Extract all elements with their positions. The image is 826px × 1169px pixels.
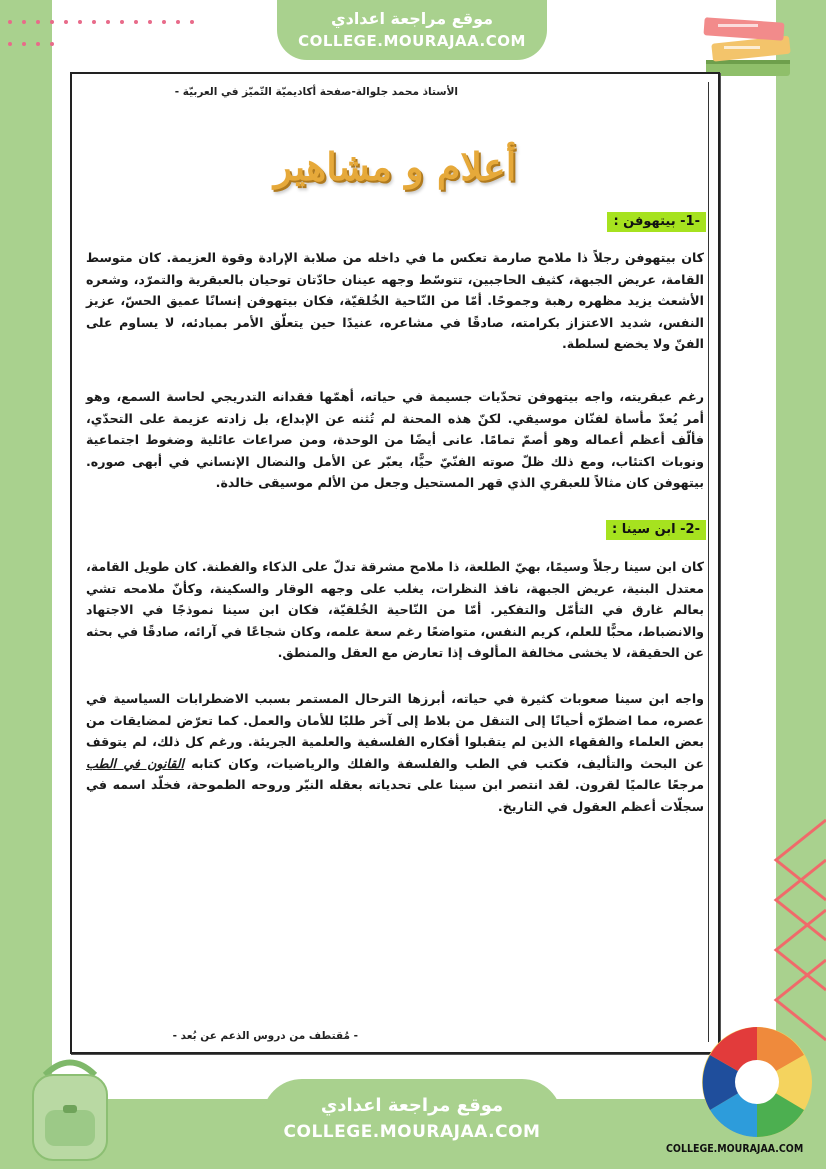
footer-site-tab[interactable] bbox=[262, 1079, 562, 1169]
header-site-url[interactable]: COLLEGE.MOURAJAA.COM bbox=[298, 32, 526, 50]
source-line: - مُقتطف من دروس الذعم عن بُعد - bbox=[172, 1030, 358, 1042]
backpack-icon bbox=[15, 1050, 125, 1165]
page-title: أعلام و مشاهير bbox=[273, 144, 517, 189]
footer-site-name: موقع مراجعة اعدادي bbox=[320, 1095, 504, 1116]
book-title: القانون في الطب bbox=[86, 755, 184, 771]
dots-decoration bbox=[0, 0, 200, 60]
paragraph-beethoven-2: رغم عبقريته، واجه بيتهوفن تحدّيات جسيمة في حياته، أهمّها فقدانه التدريجي لحاسة السمع، وهو أمر يُعدّ مأساة لفنّان موسيقي. لكنّ هذه المحنة لم تُثنه عن الإبداع، بل زادته عزيمة على التحدّي، فألّف أعظم أعماله وهو أصمّ تمامًا. عانى أيضًا من الوحدة، ومن صراعات عائلية وضغوط اجتماعية ونوبات اكتئاب، ومع ذلك ظلّ صوته الفنّيّ حيًّا، يعبّر عن الأمل والنضال الإنساني في أبهى صوره. بيتهوفن كان مثالاً للعبقري الذي قهر المستحيل وجعل من الألم موسيقى خالدة. bbox=[86, 389, 704, 490]
header-site-tab[interactable] bbox=[277, 0, 547, 60]
corner-site-url[interactable]: COLLEGE.MOURAJAA.COM bbox=[666, 1143, 804, 1155]
footer-site-url[interactable]: COLLEGE.MOURAJAA.COM bbox=[283, 1122, 541, 1142]
header-site-name: موقع مراجعة اعدادي bbox=[330, 9, 494, 28]
section-heading-beethoven: -1- بيتهوفن : bbox=[607, 212, 706, 232]
paragraph-ibn-sina-1: كان ابن سينا رجلاً وسيمًا، بهيّ الطلعة، ذا ملامح مشرقة تدلّ على الذكاء والفطنة. كان طويل القامة، معتدل البنية، عريض الجبهة، نافذ النظرات، يغلب على وجهه الوقار والسكينة، وكأنّ ملامحه تشي بعالم غارق في التأمّل والتفكير. أمّا من النّاحية الخُلقيّة، فكان ابن سينا نموذجًا في الاجتهاد والانضباط، محبًّا للعلم، كريم النفس، متواضعًا رغم سعة علمه، وكان شجاعًا في آرائه، صادقًا في بحثه عن الحقيقة، لا يخشى مخالفة المألوف إذا تعارض مع العقل والمنطق. bbox=[86, 559, 704, 660]
education-wheel-icon bbox=[700, 1025, 815, 1140]
document-page bbox=[70, 72, 720, 1054]
author-line: الأستاذ محمد جلوالة-صفحة أكاديميّة التّميّز في العربيّة - bbox=[174, 86, 458, 98]
paragraph-beethoven-1: كان بيتهوفن رجلاً ذا ملامح صارمة تعكس ما في داخله من صلابة الإرادة وقوة العزيمة. كان متوسط القامة، عريض الجبهة، كثيف الحاجبين، تتوسّط وجهه عينان حادّتان توحيان بالعبقرية والتمرّد، وشعره الأشعث يزيد مظهره رهبة وجموحًا. أمّا من النّاحية الخُلقيّة، فكان بيتهوفن إنسانًا عميق الحسّ، عزيز النفس، شديد الاعتزاز بكرامته، صادقًا في مشاعره، عنيدًا حين يتعلّق الأمر بمبادئه، لا يساوم على الفنّ ولا يخضع لسلطة. bbox=[86, 250, 704, 351]
paragraph-ibn-sina-2 bbox=[86, 688, 704, 817]
paragraph-ibn-sina-2-end: مرجعًا عالميًا لقرون. لقد انتصر ابن سينا على تحدياته بعقله النيّر وروحه الطموحة، فخلّد اسمه في سجلّات أعظم العقول في التاريخ. bbox=[86, 777, 704, 814]
paragraph-ibn-sina-2-start: واجه ابن سينا صعوبات كثيرة في حياته، أبرزها الترحال المستمر بسبب الاضطرابات السياسية في عصره، مما اضطرّه أحيانًا إلى التنقل من بلاط إلى آخر طلبًا للأمان والعمل. كما تعرّض لمضايقات من بعض العلماء والفقهاء الذين لم يتقبلوا أفكاره الفلسفية والعلمية الجريئة. ورغم كل ذلك، لم يتوقف عن البحث والتأليف، فكتب في الطب والفلسفة والفلك والرياضيات، وكان كتابه bbox=[86, 691, 705, 771]
section-heading-ibn-sina: -2- ابن سينا : bbox=[606, 520, 706, 540]
left-frame-band bbox=[0, 0, 52, 1169]
